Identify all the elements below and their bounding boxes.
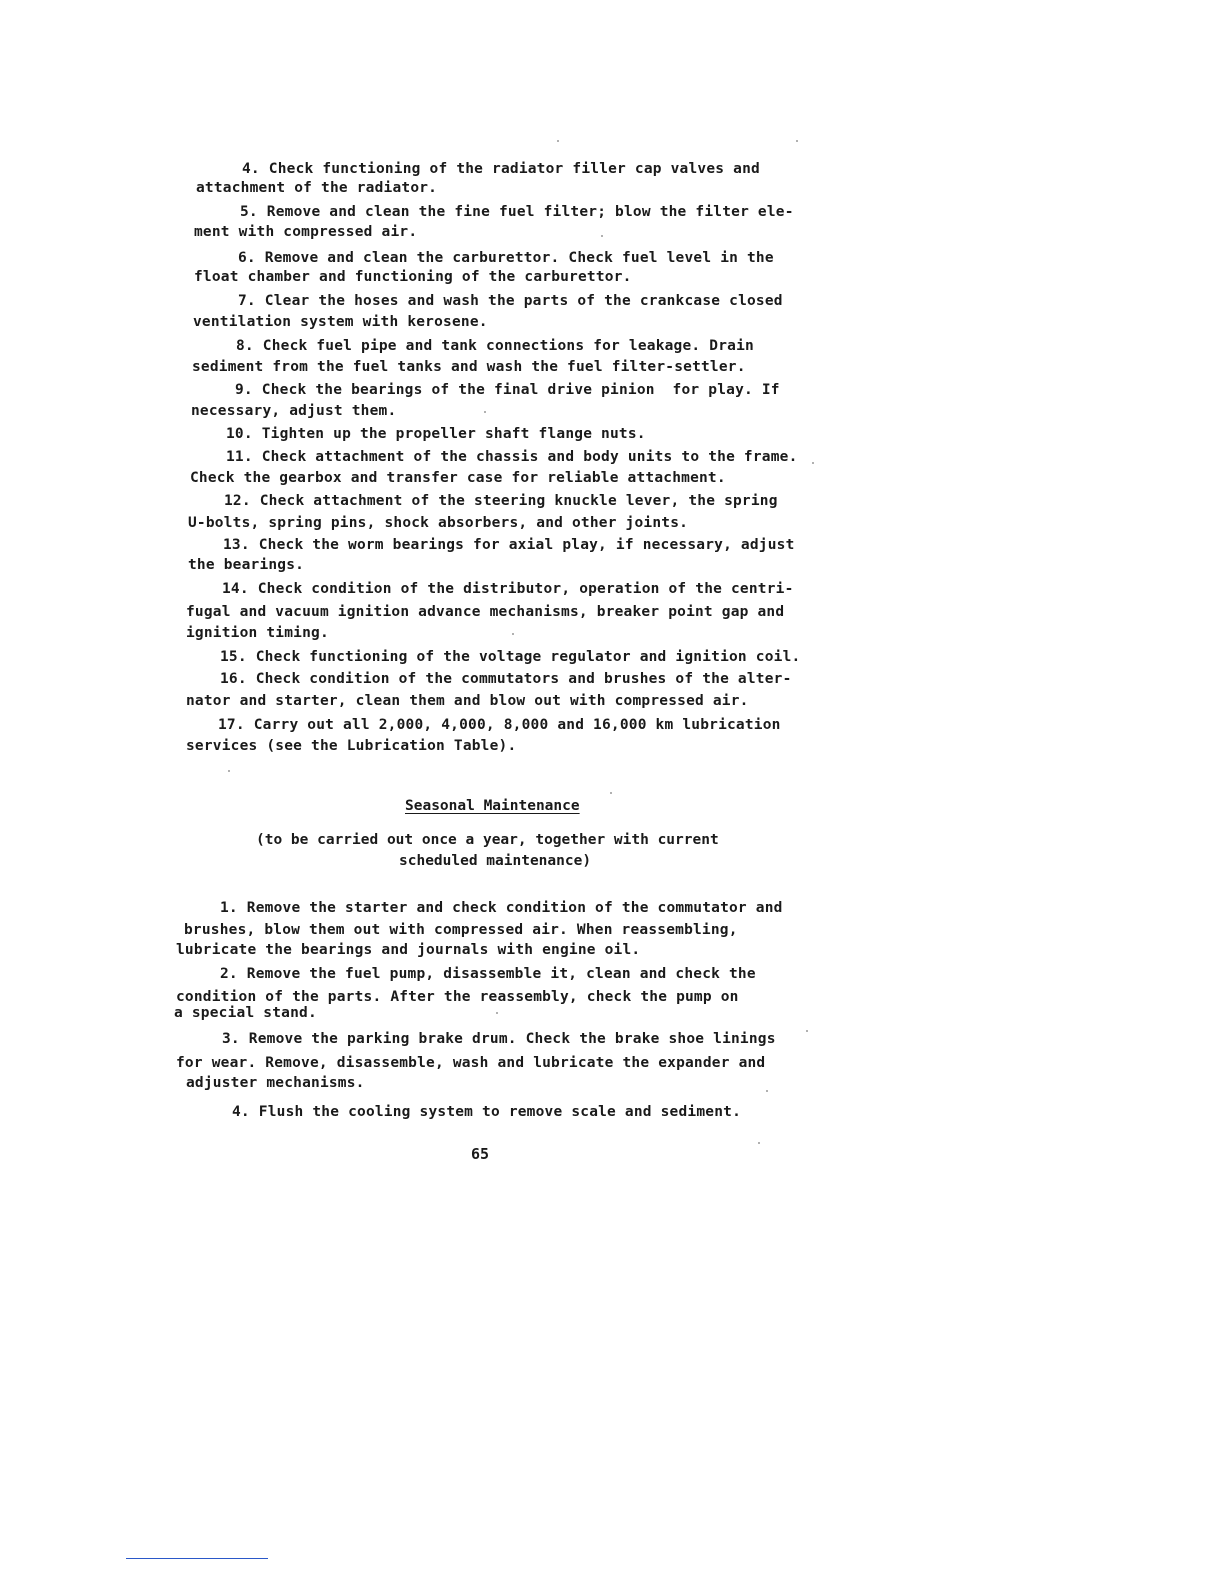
item-17-line-1: 17. Carry out all 2,000, 4,000, 8,000 and 16,000 km lubrication	[218, 717, 781, 733]
item-10-line-1: 10. Tighten up the propeller shaft flange nuts.	[226, 426, 646, 442]
seasonal-item-1-line-2: brushes, blow them out with compressed air. When reassembling,	[184, 922, 738, 938]
seasonal-item-1-line-1: 1. Remove the starter and check condition of the commutator and	[220, 900, 783, 916]
item-9-line-2: necessary, adjust them.	[191, 403, 397, 419]
item-14-line-3: ignition timing.	[186, 625, 329, 641]
footer-rule	[126, 1558, 268, 1559]
item-8-line-1: 8. Check fuel pipe and tank connections for leakage. Drain	[236, 338, 754, 354]
item-7-line-1: 7. Clear the hoses and wash the parts of the crankcase closed	[238, 293, 783, 309]
seasonal-item-2-line-2: condition of the parts. After the reassembly, check the pump on	[176, 989, 739, 1005]
page-number: 65	[471, 1145, 490, 1163]
item-6-line-2: float chamber and functioning of the carburettor.	[194, 269, 632, 285]
item-11-line-2: Check the gearbox and transfer case for reliable attachment.	[190, 470, 726, 486]
scan-speck	[484, 411, 486, 413]
scan-speck	[557, 140, 559, 142]
item-7-line-2: ventilation system with kerosene.	[193, 314, 488, 330]
scan-speck	[512, 633, 514, 635]
scan-speck	[601, 235, 603, 237]
item-15-line-1: 15. Check functioning of the voltage regulator and ignition coil.	[220, 649, 801, 665]
scan-speck	[766, 1090, 768, 1092]
section-note-line-1: (to be carried out once a year, together with current	[256, 832, 719, 848]
seasonal-item-2-line-3: a special stand.	[174, 1005, 317, 1021]
item-5-line-2: ment with compressed air.	[194, 224, 418, 240]
item-12-line-2: U-bolts, spring pins, shock absorbers, and other joints.	[188, 515, 689, 531]
item-16-line-2: nator and starter, clean them and blow out with compressed air.	[186, 693, 749, 709]
scan-speck	[228, 770, 230, 772]
item-4-line-1: 4. Check functioning of the radiator filler cap valves and	[242, 161, 760, 177]
section-note-line-2: scheduled maintenance)	[399, 853, 592, 869]
scan-speck	[610, 792, 612, 794]
seasonal-item-3-line-3: adjuster mechanisms.	[186, 1075, 365, 1091]
item-4-line-2: attachment of the radiator.	[196, 180, 438, 196]
section-heading: Seasonal Maintenance	[405, 798, 580, 814]
scan-speck	[758, 1142, 760, 1144]
item-6-line-1: 6. Remove and clean the carburettor. Check fuel level in the	[238, 250, 774, 266]
scan-speck	[496, 1012, 498, 1014]
item-13-line-1: 13. Check the worm bearings for axial play, if necessary, adjust	[223, 537, 795, 553]
item-5-line-1: 5. Remove and clean the fine fuel filter; blow the filter ele-	[240, 204, 794, 220]
seasonal-item-3-line-1: 3. Remove the parking brake drum. Check the brake shoe linings	[222, 1031, 776, 1047]
item-14-line-1: 14. Check condition of the distributor, operation of the centri-	[222, 581, 794, 597]
seasonal-item-2-line-1: 2. Remove the fuel pump, disassemble it, clean and check the	[220, 966, 756, 982]
scan-speck	[812, 462, 814, 464]
item-12-line-1: 12. Check attachment of the steering knuckle lever, the spring	[224, 493, 778, 509]
scan-speck	[806, 1030, 808, 1032]
item-8-line-2: sediment from the fuel tanks and wash the fuel filter-settler.	[192, 359, 746, 375]
item-17-line-2: services (see the Lubrication Table).	[186, 738, 517, 754]
seasonal-item-3-line-2: for wear. Remove, disassemble, wash and lubricate the expander and	[176, 1055, 766, 1071]
item-11-line-1: 11. Check attachment of the chassis and body units to the frame.	[226, 449, 798, 465]
item-13-line-2: the bearings.	[188, 557, 305, 573]
seasonal-item-4-line-1: 4. Flush the cooling system to remove scale and sediment.	[232, 1104, 741, 1120]
seasonal-item-1-line-3: lubricate the bearings and journals with engine oil.	[176, 942, 641, 958]
item-16-line-1: 16. Check condition of the commutators and brushes of the alter-	[220, 671, 792, 687]
scan-speck	[796, 140, 798, 142]
item-14-line-2: fugal and vacuum ignition advance mechanisms, breaker point gap and	[186, 604, 785, 620]
item-9-line-1: 9. Check the bearings of the final drive pinion for play. If	[235, 382, 780, 398]
